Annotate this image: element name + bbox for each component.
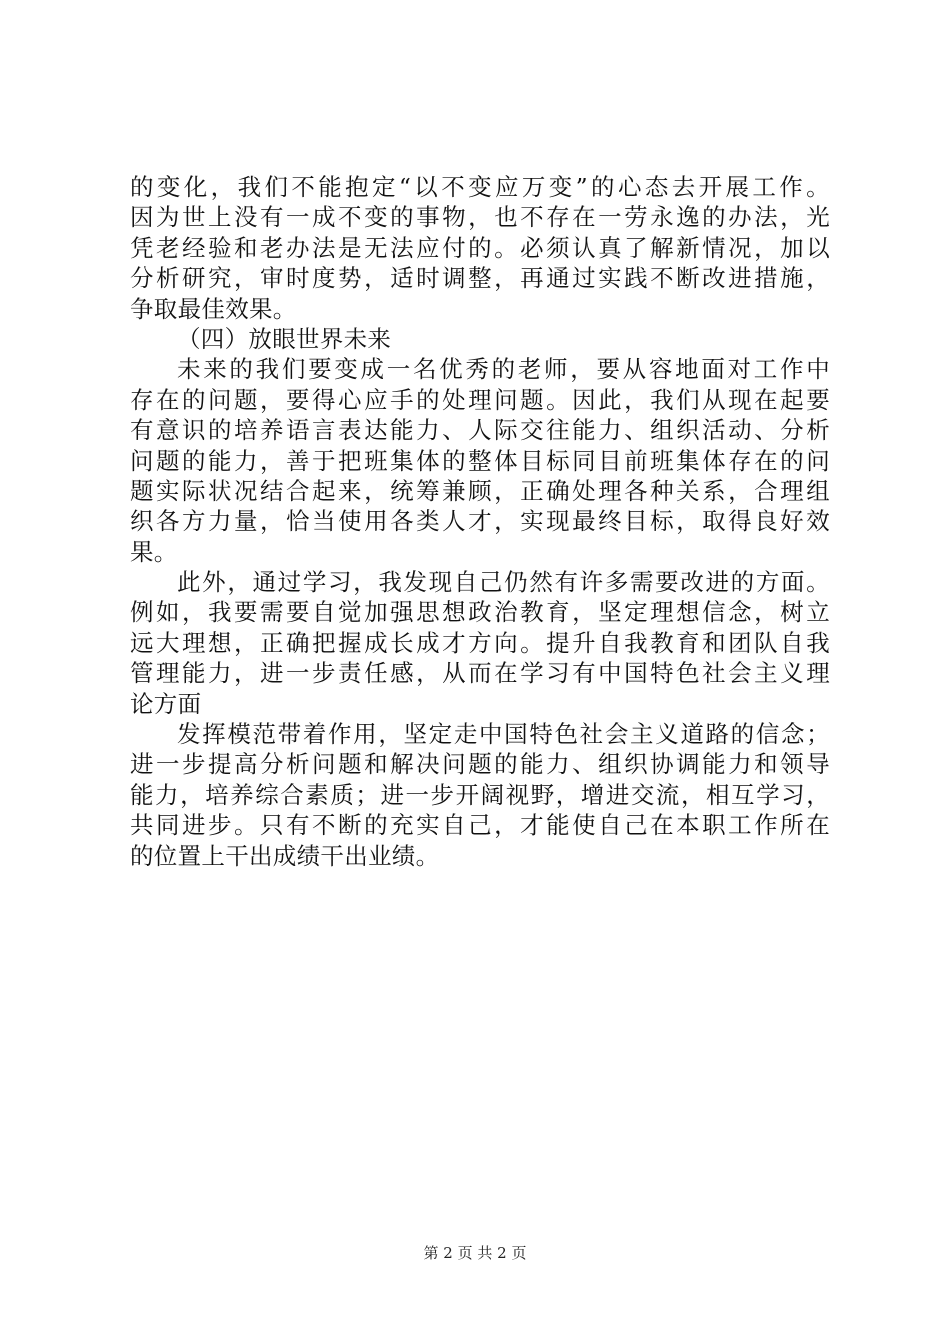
text-line: 的变化，我们不能抱定“以不变应万变”的心态去开展工作。 xyxy=(130,173,830,201)
text-line: 共同进步。只有不断的充实自己，才能使自己在本职工作所在 xyxy=(130,811,830,840)
text-line: 发挥模范带着作用，坚定走中国特色社会主义道路的信念； xyxy=(177,720,830,749)
text-line: 因为世上没有一成不变的事物，也不存在一劳永逸的办法，光 xyxy=(130,203,830,232)
text-line: 有意识的培养语言表达能力、人际交往能力、组织活动、分析 xyxy=(130,416,830,445)
text-line: 论方面 xyxy=(130,689,202,718)
text-line: 题实际状况结合起来，统筹兼顾，正确处理各种关系，合理组 xyxy=(130,476,830,505)
text-line: 的位置上干出成绩干出业绩。 xyxy=(130,841,440,870)
text-line: 存在的问题，要得心应手的处理问题。因此，我们从现在起要 xyxy=(130,385,830,414)
section-heading: （四）放眼世界未来 xyxy=(177,324,392,353)
text-line: 果。 xyxy=(130,537,178,566)
text-line: 未来的我们要变成一名优秀的老师，要从容地面对工作中 xyxy=(177,355,830,384)
text-line: 此外，通过学习，我发现自己仍然有许多需要改进的方面。 xyxy=(177,568,830,597)
text-line: 分析研究，审时度势，适时调整，再通过实践不断改进措施， xyxy=(130,264,830,293)
text-line: 进一步提高分析问题和解决问题的能力、组织协调能力和领导 xyxy=(130,750,830,779)
page-number-footer: 第 2 页 共 2 页 xyxy=(423,1244,527,1262)
text-line: 例如，我要需要自觉加强思想政治教育，坚定理想信念，树立 xyxy=(130,598,830,627)
document-body xyxy=(130,172,830,871)
text-line: 管理能力，进一步责任感，从而在学习有中国特色社会主义理 xyxy=(130,659,830,688)
text-line: 能力，培养综合素质；进一步开阔视野，增进交流，相互学习， xyxy=(130,780,830,809)
text-line: 远大理想，正确把握成长成才方向。提升自我教育和团队自我 xyxy=(130,628,830,657)
text-line: 织各方力量，恰当使用各类人才，实现最终目标，取得良好效 xyxy=(130,507,830,536)
text-line: 争取最佳效果。 xyxy=(130,294,297,323)
text-line: 问题的能力，善于把班集体的整体目标同目前班集体存在的问 xyxy=(130,446,830,475)
text-line: 凭老经验和老办法是无法应付的。必须认真了解新情况，加以 xyxy=(130,233,830,262)
